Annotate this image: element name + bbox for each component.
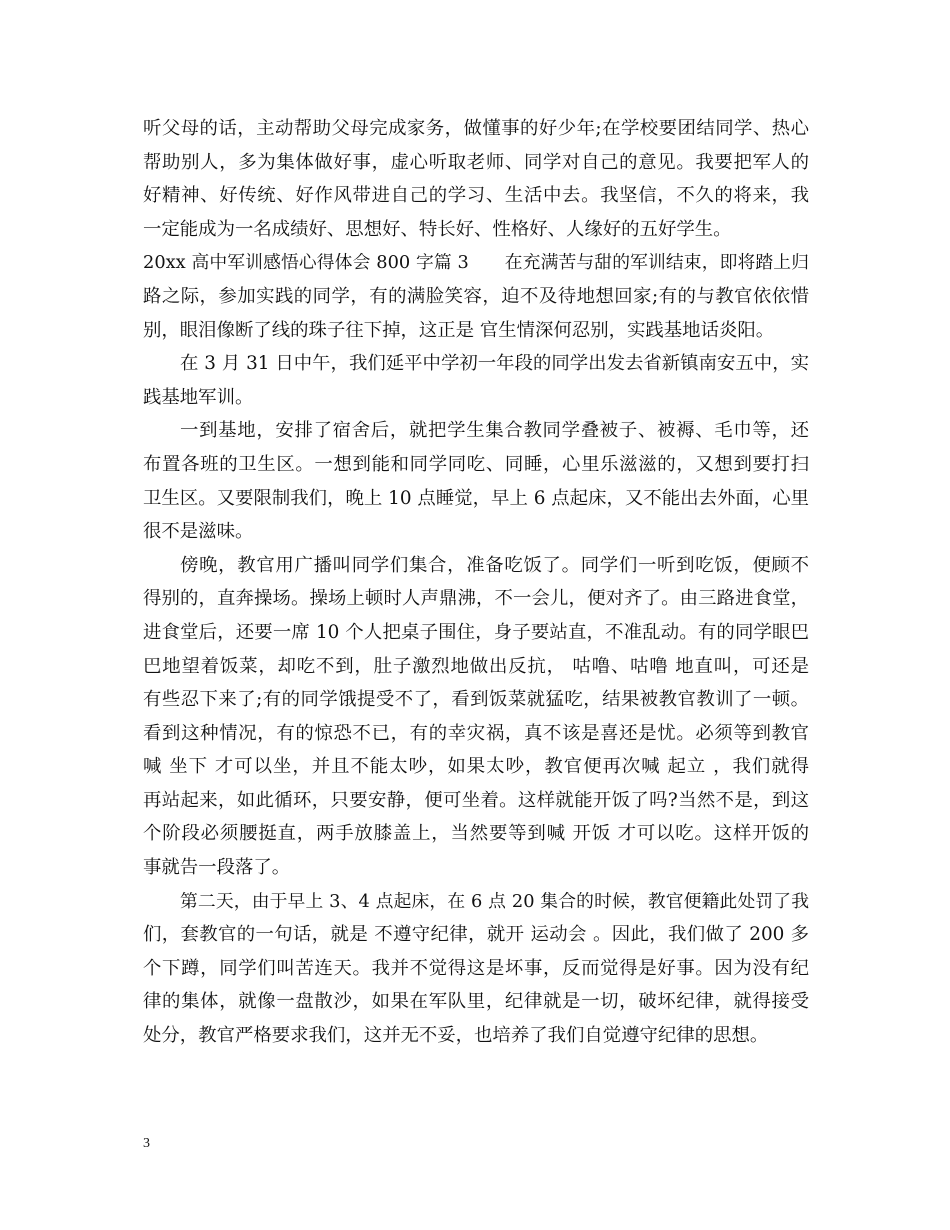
text-line: 一定能成为一名成绩好、思想好、特长好、性格好、人缘好的五好学生。	[143, 218, 732, 240]
text-line: 很不是滋味。	[143, 521, 254, 543]
text-line: 进食堂后，还要一席 10 个人把桌子围住，身子要站直，不准乱动。有的同学眼巴	[143, 621, 809, 643]
text-line: 20xx 高中军训感悟心得体会 800 字篇 3 在充满苦与甜的军训结束，即将踏上归	[143, 252, 809, 274]
text-line: 听父母的话，主动帮助父母完成家务，做懂事的好少年;在学校要团结同学、热心	[143, 118, 809, 139]
text-line: 布置各班的卫生区。一想到能和同学同吃、同睡，心里乐滋滋的，又想到要打扫	[143, 453, 809, 475]
text-line: 好精神、好传统、好作风带进自己的学习、生活中去。我坚信，不久的将来，我	[143, 185, 809, 207]
text-line: 卫生区。又要限制我们，晚上 10 点睡觉，早上 6 点起床，又不能出去外面，心里	[143, 487, 809, 509]
page-number: 3	[143, 1136, 150, 1151]
text-line: 在 3 月 31 日中午，我们延平中学初一年段的同学出发去省新镇南安五中，实	[180, 353, 809, 375]
text-line: 处分，教官严格要求我们，这并无不妥，也培养了我们自觉遵守纪律的思想。	[143, 1025, 769, 1047]
text-line: 看到这种情况，有的惊恐不已，有的幸灾祸，真不该是喜还是忧。必须等到教官	[143, 722, 809, 744]
text-line: 事就告一段落了。	[143, 857, 291, 879]
text-line: 一到基地，安排了宿舍后，就把学生集合教同学叠被子、被褥、毛巾等，还	[180, 420, 809, 442]
text-line: 有些忍下来了;有的同学饿提受不了，看到饭菜就猛吃，结果被教官教训了一顿。	[143, 689, 809, 711]
document-body	[143, 112, 809, 1053]
text-line: 巴地望着饭菜，却吃不到，肚子激烈地做出反抗， 咕噜、咕噜 地直叫，可还是	[143, 655, 809, 677]
text-line: 帮助别人，多为集体做好事，虚心听取老师、同学对自己的意见。我要把军人的	[143, 151, 809, 173]
text-line: 第二天，由于早上 3、4 点起床，在 6 点 20 集合的时候，教官便籍此处罚了我	[180, 890, 809, 912]
text-line: 傍晚，教官用广播叫同学们集合，准备吃饭了。同学们一听到吃饭，便顾不	[180, 554, 809, 576]
text-line: 喊 坐下 才可以坐，并且不能太吵，如果太吵，教官便再次喊 起立 ，我们就得	[143, 756, 809, 778]
text-line: 律的集体，就像一盘散沙，如果在军队里，纪律就是一切，破坏纪律，就得接受	[143, 991, 809, 1013]
text-line: 个阶段必须腰挺直，两手放膝盖上，当然要等到喊 开饭 才可以吃。这样开饭的	[143, 823, 809, 845]
text-line: 得别的，直奔操场。操场上顿时人声鼎沸，不一会儿，便对齐了。由三路进食堂，	[143, 588, 809, 610]
text-line: 别，眼泪像断了线的珠子往下掉，这正是 官生情深何忍别，实践基地话炎阳。	[143, 319, 775, 341]
text-line: 再站起来，如此循环，只要安静，便可坐着。这样就能开饭了吗?当然不是，到这	[143, 789, 809, 811]
text-line: 们，套教官的一句话，就是 不遵守纪律，就开 运动会 。因此，我们做了 200 多	[143, 924, 809, 946]
text-line: 路之际，参加实践的同学，有的满脸笑容，迫不及待地想回家;有的与教官依依惜	[143, 285, 809, 307]
text-line: 个下蹲，同学们叫苦连天。我并不觉得这是坏事，反而觉得是好事。因为没有纪	[143, 957, 809, 979]
text-line: 践基地军训。	[143, 386, 254, 408]
